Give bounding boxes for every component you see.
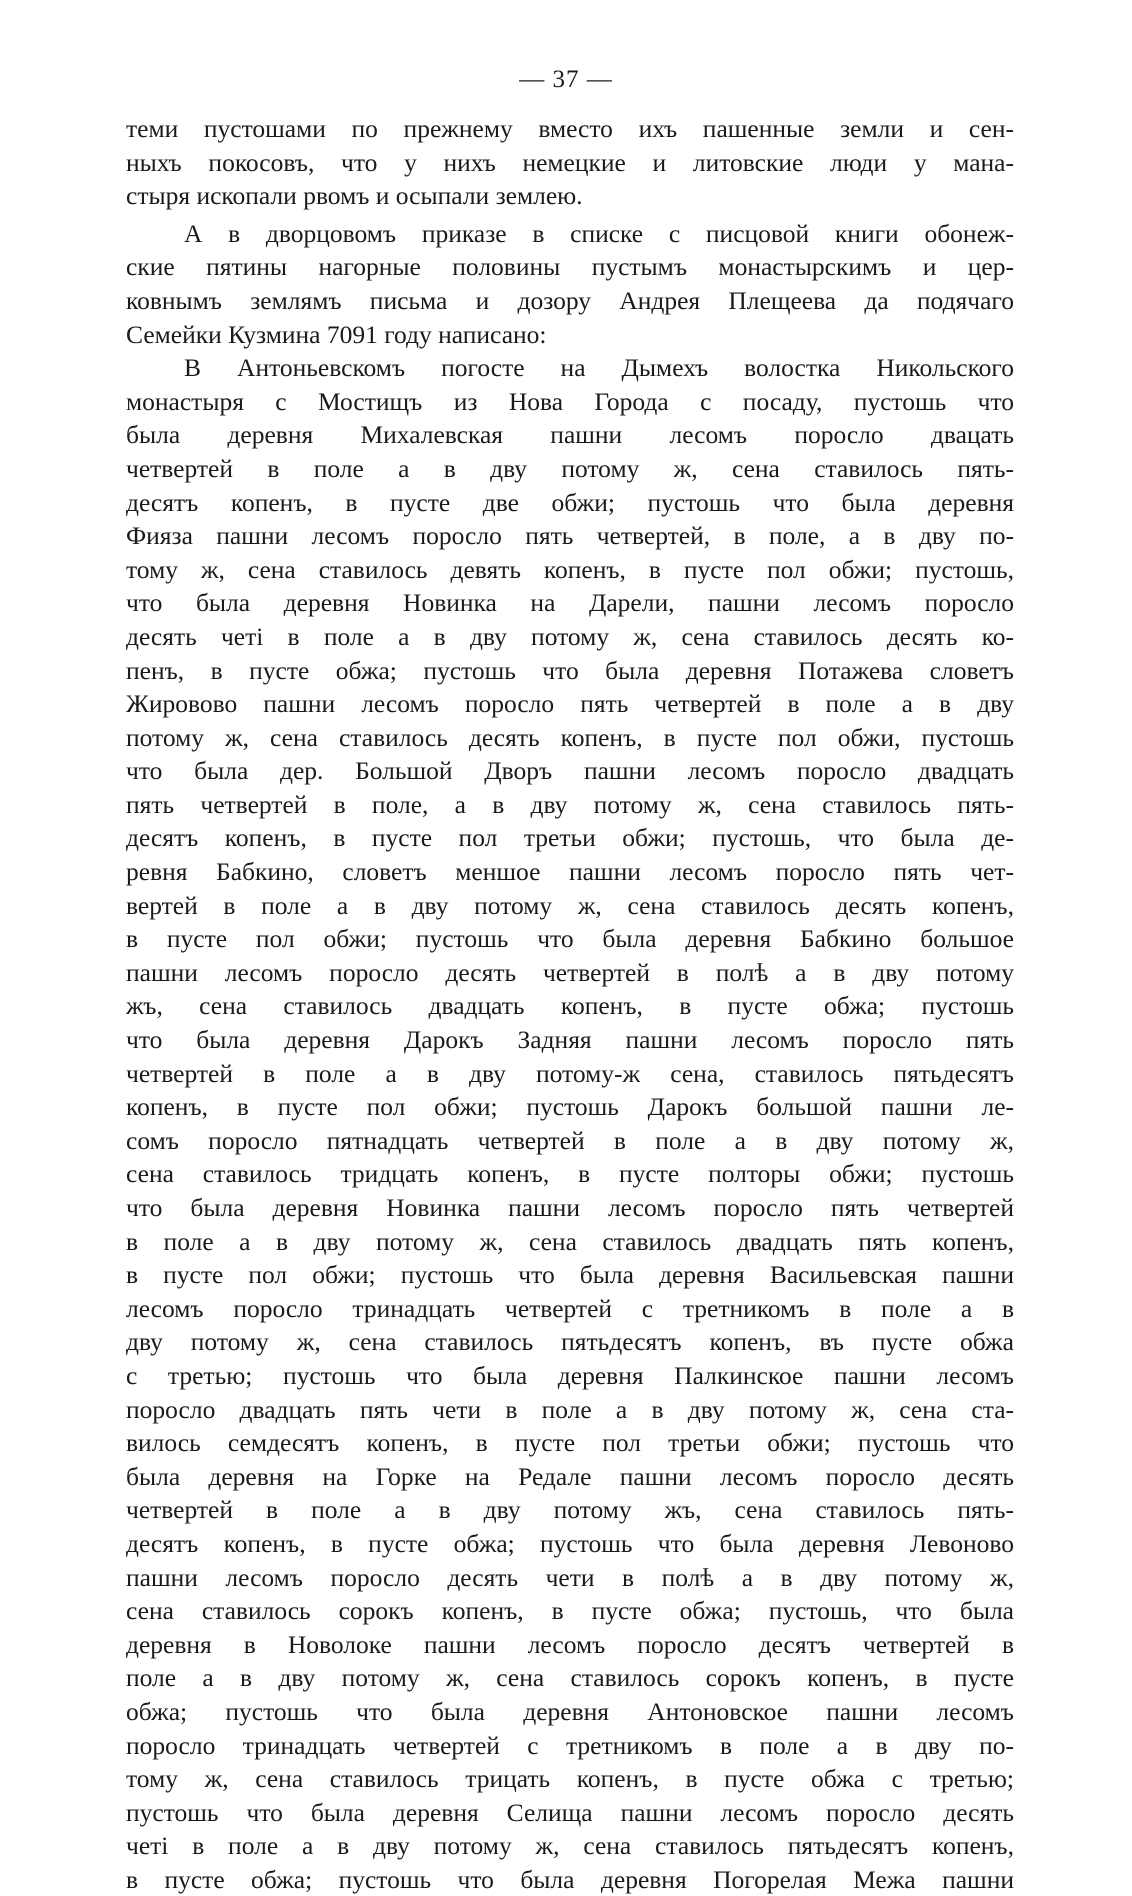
text-line: пустошь что была деревня Селища пашни лесомъ поросло десять: [126, 1797, 1014, 1827]
text-line: была деревня Михалевская пашни лесомъ поросло двацать: [126, 420, 1014, 450]
text-line: четвертей в поле а в дву потому-ж сена, ставилось пятьдесятъ: [126, 1058, 1014, 1088]
paragraph-first-line: А в дворцовомъ приказе в списке с писцовой книги обонеж-: [184, 218, 1014, 248]
text-line: десять четі в поле а в дву потому ж, сена ставилось десять ко-: [126, 621, 1014, 651]
text-line: пашни лесомъ поросло десять чети в полѣ а в дву потому ж,: [126, 1562, 1014, 1592]
text-line: теми пустошами по прежнему вместо ихъ пашенные земли и сен-: [126, 114, 1014, 143]
text-line: тому ж, сена ставилось трицать копенъ, в пусте обжа с третью;: [126, 1764, 1014, 1794]
text-line: копенъ, в пусте пол обжи; пустошь Дарокъ большой пашни ле-: [126, 1092, 1014, 1122]
text-line: пашни лесомъ поросло десять четвертей в полѣ а в дву потому: [126, 957, 1014, 987]
text-line: в пусте обжа; пустошь что была деревня Погорелая Межа пашни: [126, 1864, 1014, 1894]
text-line: деревня в Новолоке пашни лесомъ поросло десятъ четвертей в: [126, 1629, 1014, 1659]
text-line: сена ставилось сорокъ копенъ, в пусте обжа; пустошь, что была: [126, 1596, 1014, 1626]
text-line: Фияза пашни лесомъ поросло пять четвертей, в поле, а в дву по-: [126, 521, 1014, 551]
body-text: [126, 112, 1014, 1896]
text-line: что была деревня Новинка на Дарели, пашни лесомъ поросло: [126, 588, 1014, 618]
text-line: в пусте пол обжи; пустошь что была деревня Бабкино большое: [126, 924, 1014, 954]
text-line: монастыря с Мостищъ из Нова Города с посаду, пустошь что: [126, 386, 1014, 416]
text-line: что была деревня Дарокъ Задняя пашни лесомъ поросло пять: [126, 1025, 1014, 1055]
text-line: ревня Бабкино, словетъ меншое пашни лесомъ поросло пять чет-: [126, 857, 1014, 887]
text-line: четвертей в поле а в дву потому жъ, сена ставилось пять-: [126, 1495, 1014, 1525]
text-line: Семейки Кузмина 7091 году написано:: [126, 319, 547, 349]
text-line: пять четвертей в поле, а в дву потому ж, сена ставилось пять-: [126, 789, 1014, 819]
text-line: жъ, сена ставилось двадцать копенъ, в пусте обжа; пустошь: [126, 991, 1014, 1021]
paragraph-first-line: В Антоньевскомъ погосте на Дымехъ волостка Никольского: [184, 353, 1014, 383]
text-line: была деревня на Горке на Редале пашни лесомъ поросло десять: [126, 1461, 1014, 1491]
page-number: — 37 —: [519, 66, 613, 93]
text-line: лесомъ поросло тринадцать четвертей с третникомъ в поле а в: [126, 1293, 1014, 1323]
text-line: обжа; пустошь что была деревня Антоновское пашни лесомъ: [126, 1696, 1014, 1726]
text-line: вилось семдесятъ копенъ, в пусте пол третьи обжи; пустошь что: [126, 1428, 1014, 1458]
text-line: пенъ, в пусте обжа; пустошь что была деревня Потажева словетъ: [126, 655, 1014, 685]
text-line: потому ж, сена ставилось десять копенъ, в пусте пол обжи, пустошь: [126, 722, 1014, 752]
text-line: ныхъ покосовъ, что у нихъ немецкие и литовские люди у мана-: [126, 147, 1014, 177]
text-line: сена ставилось тридцать копенъ, в пусте полторы обжи; пустошь: [126, 1159, 1014, 1189]
text-line: вертей в поле а в дву потому ж, сена ставилось десять копенъ,: [126, 890, 1014, 920]
text-line: стыря ископали рвомъ и осыпали землею.: [126, 181, 583, 211]
text-line: четвертей в поле а в дву потому ж, сена ставилось пять-: [126, 453, 1014, 483]
text-line: сомъ поросло пятнадцать четвертей в поле а в дву потому ж,: [126, 1125, 1014, 1155]
text-line: поросло тринадцать четвертей с третникомъ в поле а в дву по-: [126, 1730, 1014, 1760]
text-line: дву потому ж, сена ставилось пятьдесятъ копенъ, въ пусте обжа: [126, 1327, 1014, 1357]
text-line: десятъ копенъ, в пусте пол третьи обжи; пустошь, что была де-: [126, 823, 1014, 853]
text-line: поле а в дву потому ж, сена ставилось сорокъ копенъ, в пусте: [126, 1663, 1014, 1693]
text-line: Жировово пашни лесомъ поросло пять четвертей в поле а в дву: [126, 689, 1014, 719]
text-line: в поле а в дву потому ж, сена ставилось двадцать пять копенъ,: [126, 1226, 1014, 1256]
text-line: ские пятины нагорные половины пустымъ монастырскимъ и цер-: [126, 252, 1014, 282]
text-line: поросло двадцать пять чети в поле а в дву потому ж, сена ста-: [126, 1394, 1014, 1424]
text-line: тому ж, сена ставилось девять копенъ, в пусте пол обжи; пустошь,: [126, 554, 1014, 584]
text-line: что была дер. Большой Дворъ пашни лесомъ поросло двадцать: [126, 756, 1014, 786]
text-line: десятъ копенъ, в пусте обжа; пустошь что была деревня Левоново: [126, 1528, 1014, 1558]
text-line: с третью; пустошь что была деревня Палкинское пашни лесомъ: [126, 1360, 1014, 1390]
text-line: ковнымъ землямъ письма и дозору Андрея Плещеева да подячаго: [126, 285, 1014, 315]
text-line: в пусте пол обжи; пустошь что была деревня Васильевская пашни: [126, 1260, 1014, 1290]
text-line: четі в поле а в дву потому ж, сена ставилось пятьдесятъ копенъ,: [126, 1831, 1014, 1861]
text-line: что была деревня Новинка пашни лесомъ поросло пять четвертей: [126, 1193, 1014, 1222]
text-line: десятъ копенъ, в пусте две обжи; пустошь что была деревня: [126, 487, 1014, 517]
